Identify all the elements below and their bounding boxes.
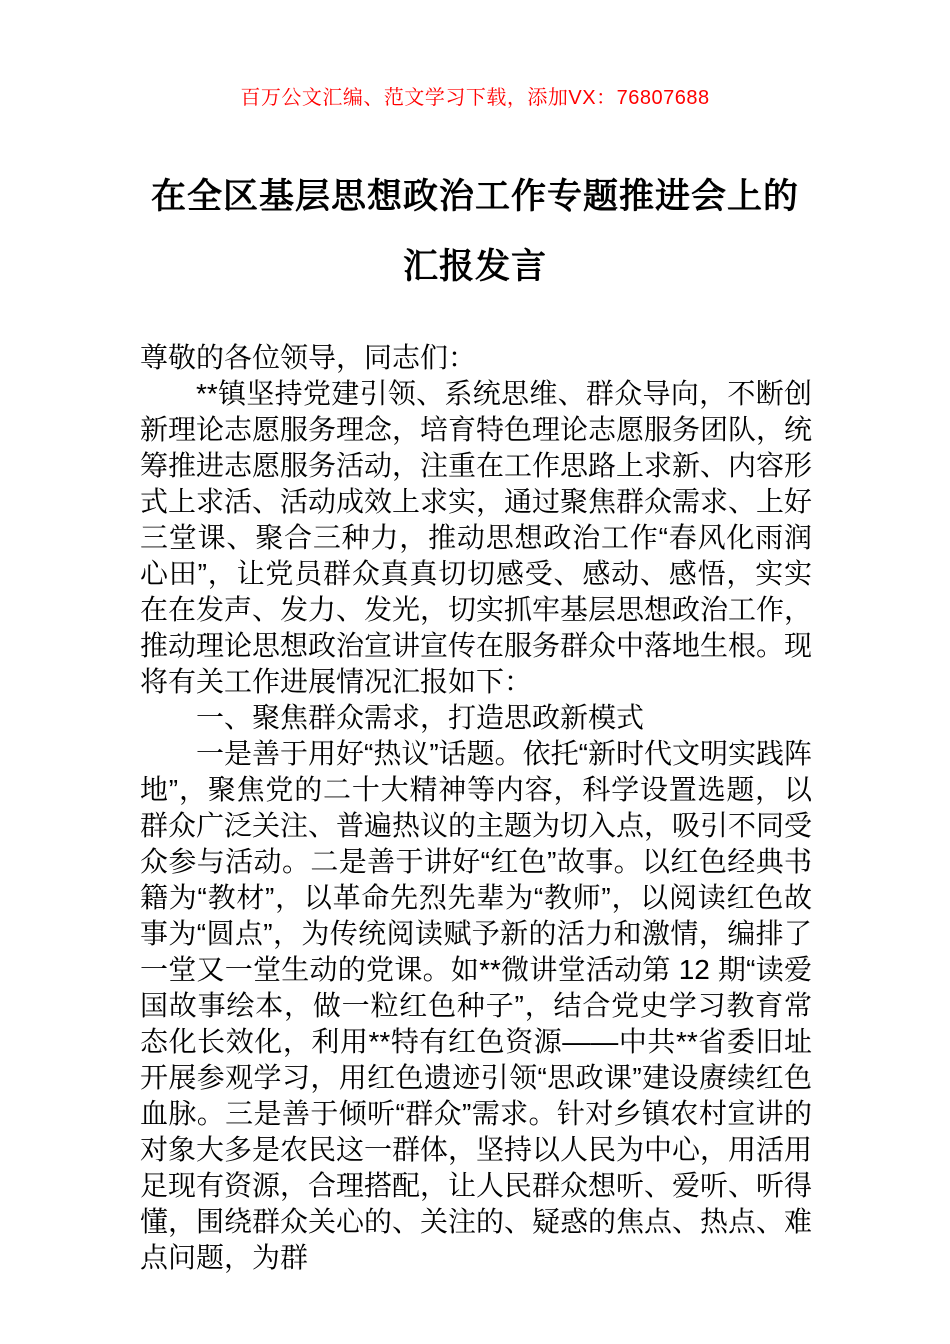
section-heading: 一、聚焦群众需求，打造思政新模式 — [196, 702, 645, 733]
title-line-2: 汇报发言 — [402, 247, 547, 286]
paragraph: 一是善于用好“热议”话题。依托“新时代文明实践阵地”，聚焦党的二十大精神等内容，科学设置选题，以群众广泛关注、普遍热议的主题为切入点，吸引不同受众参与活动。二是善于讲好“红色”故事。以红色经典书籍为“教材”，以革命先烈先辈为“教师”，以阅读红色故事为“圆点”，为传统阅读赋予新的活力和激情，编排了一堂又一堂生动的党课。如**微讲堂活动第 12 期“读爱国故事绘本，做一粒红色种子”，结合党史学习教育常态化长效化，利用**特有红色资源——中共**省委旧址开展参观学习，用红色遗迹引领“思政课”建设赓续红色血脉。三是善于倾听“群众”需求。针对乡镇农村宣讲的对象大多是农民这一群体，坚持以人民为中心，用活用足现有资源，合理搭配，让人民群众想听、爱听、听得懂，围绕群众关心的、关注的、疑惑的焦点、热点、难点问题，为群 — [140, 738, 813, 1273]
paragraph: **镇坚持党建引领、系统思维、群众导向，不断创新理论志愿服务理念，培育特色理论志愿服务团队，统筹推进志愿服务活动，注重在工作思路上求新、内容形式上求活、活动成效上求实，通过聚焦群众需求、上好三堂课、聚合三种力，推动思想政治工作“春风化雨润心田”，让党员群众真真切切感受、感动、感悟，实实在在发声、发力、发光，切实抓牢基层思想政治工作，推动理论思想政治宣讲宣传在服务群众中落地生根。现将有关工作进展情况汇报如下： — [140, 378, 813, 697]
title-line-1: 在全区基层思想政治工作专题推进会上的 — [150, 177, 799, 216]
document-title — [80, 162, 870, 302]
document-body — [0, 340, 950, 1276]
header-notice: 百万公文汇编、范文学习下载，添加VX：76807688 — [240, 87, 710, 109]
paragraph: 尊敬的各位领导，同志们： — [140, 342, 477, 373]
